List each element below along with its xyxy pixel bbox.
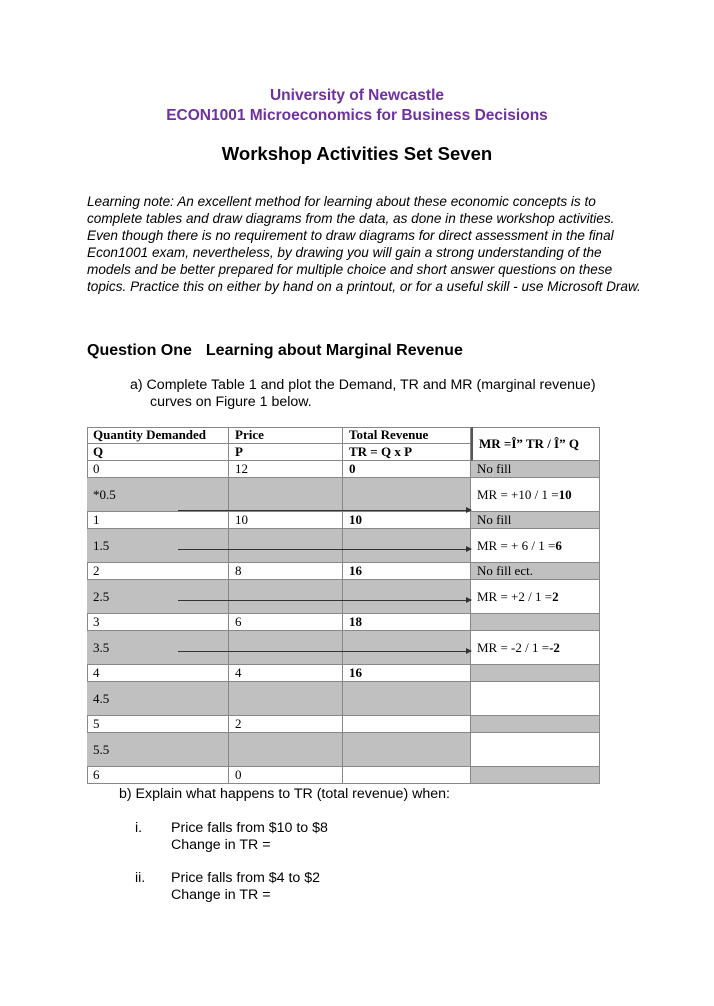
cell-marginal-revenue: No fill [471,512,600,529]
header-quantity: Quantity Demanded [87,427,229,444]
mr-expression: MR = + 6 / 1 = [477,537,556,553]
cell-price: 2 [229,716,343,733]
cell-total-revenue: 16 [343,665,471,682]
cell-marginal-revenue [471,665,600,682]
cell-quantity: 0 [87,461,229,478]
question-title: Learning about Marginal Revenue [205,342,463,359]
mr-value: 6 [555,537,562,553]
cell-price: 8 [229,563,343,580]
cell-quantity: 1 [87,512,229,529]
arrow-to-mr [178,651,471,652]
cell-total-revenue [343,631,471,665]
cell-total-revenue [343,716,471,733]
part-a-line-2: curves on Figure 1 below. [150,394,312,410]
cell-total-revenue [343,580,471,614]
cell-price: 6 [229,614,343,631]
cell-price [229,682,343,716]
header-total-revenue: Total Revenue [343,427,471,444]
part-b-item [171,870,320,904]
part-b-item [171,820,328,854]
learning-note: Learning note: An excellent method for learning about these economic concepts is to complete tables and draw diagrams from the data, as done in these workshop activities. Even though there is no requirement to draw diagrams for direct assessment in the final Econ1001 exam, nevertheless, by drawing you will gain a strong understanding of the models and be better prepared for multiple choice and short answer questions on these topics. Practice this on either by hand on a printout, or for a useful skill - use Microsoft Draw. [87,194,641,294]
cell-total-revenue [343,529,471,563]
header-price: Price [229,427,343,444]
part-a-line-1: a) Complete Table 1 and plot the Demand, TR and MR (marginal revenue) [130,377,596,393]
cell-price [229,631,343,665]
cell-marginal-revenue [471,767,600,784]
page-title: Workshop Activities Set Seven [221,143,493,164]
mr-expression: MR = -2 / 1 = [477,639,550,655]
cell-marginal-revenue [471,682,600,716]
cell-marginal-revenue: No fill [471,461,600,478]
cell-quantity: 4.5 [87,682,229,716]
cell-price: 12 [229,461,343,478]
cell-total-revenue [343,733,471,767]
cell-price: 0 [229,767,343,784]
header-p: P [229,444,343,461]
cell-marginal-revenue [471,716,600,733]
cell-price [229,478,343,512]
cell-quantity: 1.5 [87,529,229,563]
university-name: University of Newcastle [269,87,444,104]
header-tr-formula: TR = Q x P [343,444,471,461]
cell-quantity: 2.5 [87,580,229,614]
item-number: i. [135,820,143,836]
header-q: Q [87,444,229,461]
cell-quantity: 5.5 [87,733,229,767]
cell-price: 10 [229,512,343,529]
mr-expression: MR = +10 / 1 = [477,486,559,502]
part-b-prompt: b) Explain what happens to TR (total revenue) when: [119,786,450,802]
cell-total-revenue [343,478,471,512]
mr-value: 10 [558,486,572,502]
cell-total-revenue: 0 [343,461,471,478]
cell-price [229,733,343,767]
cell-quantity: 5 [87,716,229,733]
cell-total-revenue: 16 [343,563,471,580]
cell-marginal-revenue: No fill ect. [471,563,600,580]
cell-marginal-revenue [471,631,600,665]
mr-value: 2 [552,588,559,604]
cell-marginal-revenue [471,733,600,767]
cell-marginal-revenue [471,614,600,631]
mr-value: -2 [549,639,560,655]
cell-marginal-revenue [471,529,600,563]
cell-total-revenue: 18 [343,614,471,631]
question-number: Question One [87,342,192,359]
cell-price [229,529,343,563]
cell-price [229,580,343,614]
mr-expression: MR = +2 / 1 = [477,588,553,604]
header-mr: MR =Î” TR / Î” Q [471,427,600,461]
cell-marginal-revenue [471,580,600,614]
part-a-instruction [130,377,650,411]
cell-price: 4 [229,665,343,682]
cell-marginal-revenue [471,478,600,512]
cell-total-revenue: 10 [343,512,471,529]
arrow-to-mr [178,600,471,601]
cell-total-revenue [343,767,471,784]
item-line-2: Change in TR = [171,887,271,903]
item-line-1: Price falls from $10 to $8 [171,820,328,836]
arrow-to-mr [178,510,471,511]
cell-quantity: 6 [87,767,229,784]
item-number: ii. [135,870,146,886]
cell-quantity: 2 [87,563,229,580]
cell-quantity: 4 [87,665,229,682]
question-heading [87,342,463,360]
cell-quantity: 3 [87,614,229,631]
cell-total-revenue [343,682,471,716]
course-title: ECON1001 Microeconomics for Business Decisions [166,107,548,124]
arrow-to-mr [178,549,471,550]
item-line-1: Price falls from $4 to $2 [171,870,321,886]
item-line-2: Change in TR = [171,837,271,853]
cell-quantity: *0.5 [87,478,229,512]
cell-quantity: 3.5 [87,631,229,665]
